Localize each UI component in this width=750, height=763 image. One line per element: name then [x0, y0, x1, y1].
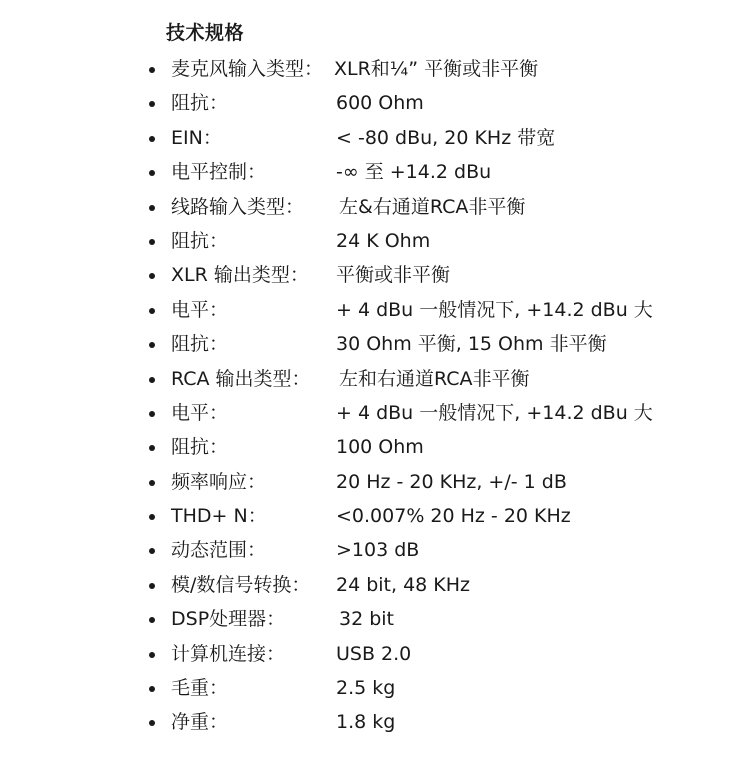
- spec-label: DSP处理器：: [171, 608, 286, 631]
- spec-label: 毛重：: [171, 677, 229, 700]
- spec-value: 24 K Ohm: [336, 229, 431, 252]
- spec-label: 阻抗：: [171, 436, 229, 459]
- spec-value: 24 bit, 48 KHz: [336, 573, 471, 596]
- spec-row: [0, 499, 750, 533]
- spec-label: 计算机连接：: [171, 642, 286, 665]
- spec-row: [0, 293, 750, 327]
- spec-value: >103 dB: [336, 539, 420, 562]
- bullet-icon: [149, 377, 155, 383]
- bullet-icon: [149, 720, 155, 726]
- spec-label: 动态范围：: [171, 539, 267, 562]
- spec-list: [0, 52, 750, 740]
- spec-row: [0, 671, 750, 705]
- spec-value: 32 bit: [339, 608, 395, 631]
- bullet-icon: [149, 686, 155, 692]
- spec-label: 电平：: [171, 401, 229, 424]
- spec-label: 麦克风输入类型：: [171, 58, 324, 80]
- spec-value: 30 Ohm 平衡, 15 Ohm 非平衡: [336, 333, 607, 356]
- spec-row: [0, 155, 750, 189]
- spec-value: XLR和¼” 平衡或非平衡: [334, 58, 539, 80]
- spec-value: 100 Ohm: [336, 436, 424, 459]
- spec-label: 频率响应：: [171, 470, 267, 493]
- bullet-icon: [149, 67, 155, 73]
- spec-row: [0, 465, 750, 499]
- bullet-icon: [149, 445, 155, 451]
- bullet-icon: [149, 273, 155, 279]
- bullet-icon: [149, 652, 155, 658]
- spec-value: 20 Hz - 20 KHz, +/- 1 dB: [336, 470, 567, 493]
- spec-label: 阻抗：: [171, 333, 229, 356]
- spec-row: [0, 430, 750, 464]
- spec-row: [0, 637, 750, 671]
- bullet-icon: [149, 136, 155, 142]
- spec-value: + 4 dBu 一般情况下, +14.2 dBu 大: [336, 298, 653, 321]
- spec-value: < -80 dBu, 20 KHz 带宽: [336, 126, 556, 149]
- bullet-icon: [149, 342, 155, 348]
- spec-value: -∞ 至 +14.2 dBu: [336, 161, 492, 184]
- spec-row: [0, 568, 750, 602]
- spec-value: 左和右通道RCA非平衡: [339, 367, 530, 390]
- bullet-icon: [149, 101, 155, 107]
- bullet-icon: [149, 205, 155, 211]
- spec-row: [0, 224, 750, 258]
- spec-value: + 4 dBu 一般情况下, +14.2 dBu 大: [336, 401, 653, 424]
- spec-row: [0, 396, 750, 430]
- bullet-icon: [149, 239, 155, 245]
- page-title: 技术规格: [166, 22, 245, 44]
- spec-row: [0, 121, 750, 155]
- spec-label: 电平：: [171, 298, 229, 321]
- spec-label: 电平控制：: [171, 161, 267, 184]
- spec-row: [0, 52, 750, 86]
- bullet-icon: [149, 548, 155, 554]
- bullet-icon: [149, 480, 155, 486]
- spec-value: 左&右通道RCA非平衡: [339, 195, 526, 218]
- spec-row: [0, 86, 750, 120]
- spec-label: RCA 输出类型：: [171, 367, 311, 390]
- spec-row: [0, 190, 750, 224]
- bullet-icon: [149, 617, 155, 623]
- bullet-icon: [149, 583, 155, 589]
- spec-label: 阻抗：: [171, 229, 229, 252]
- bullet-icon: [149, 308, 155, 314]
- spec-label: THD+ N：: [171, 505, 267, 528]
- spec-label: 阻抗：: [171, 92, 229, 115]
- spec-label: XLR 输出类型：: [171, 264, 309, 287]
- spec-label: 净重：: [171, 711, 229, 734]
- spec-label: 模/数信号转换：: [171, 573, 311, 596]
- spec-row: [0, 602, 750, 636]
- spec-label: EIN：: [171, 126, 222, 149]
- spec-row: [0, 362, 750, 396]
- bullet-icon: [149, 170, 155, 176]
- spec-value: USB 2.0: [336, 642, 412, 665]
- bullet-icon: [149, 514, 155, 520]
- spec-value: 平衡或非平衡: [336, 264, 451, 287]
- spec-value: 2.5 kg: [336, 677, 396, 700]
- spec-label: 线路输入类型：: [171, 195, 305, 218]
- spec-row: [0, 705, 750, 739]
- spec-value: 600 Ohm: [336, 92, 424, 115]
- spec-row: [0, 533, 750, 567]
- spec-value: 1.8 kg: [336, 711, 396, 734]
- spec-row: [0, 327, 750, 361]
- bullet-icon: [149, 411, 155, 417]
- spec-row: [0, 258, 750, 292]
- spec-value: <0.007% 20 Hz - 20 KHz: [336, 505, 571, 528]
